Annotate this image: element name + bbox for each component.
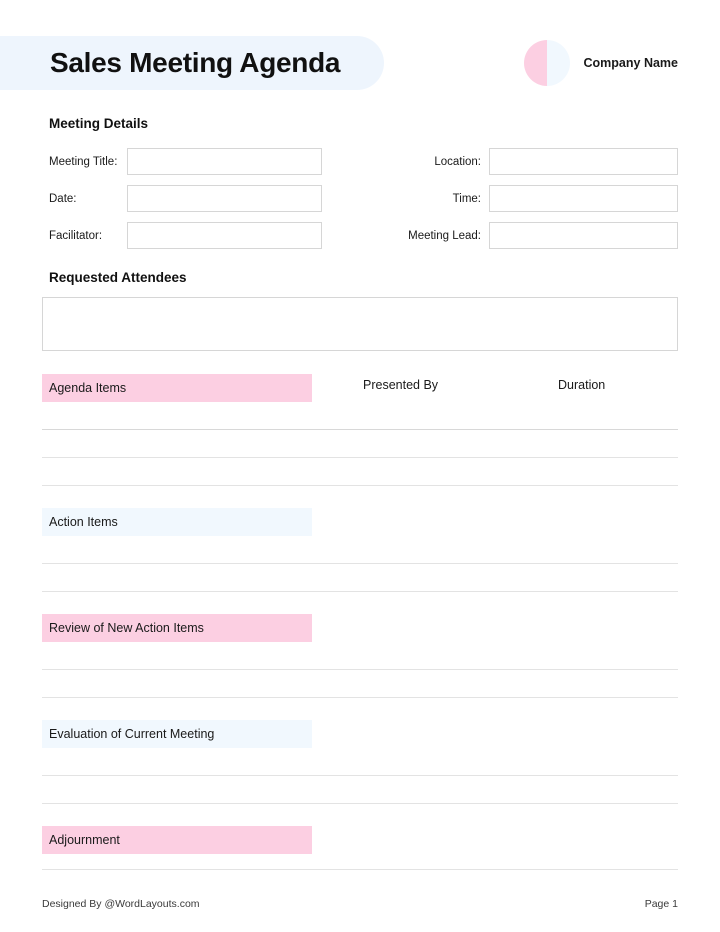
agenda-header-row: [42, 374, 678, 402]
agenda-section-gap: [42, 698, 678, 720]
meeting-title-label: Meeting Title:: [49, 155, 118, 168]
meeting-details-right-column: [388, 143, 678, 254]
date-input[interactable]: [127, 185, 322, 212]
facilitator-label: Facilitator:: [49, 229, 103, 242]
adjournment-row: [42, 826, 678, 854]
agenda-row-spacer: [42, 564, 678, 591]
agenda-row-spacer: [42, 670, 678, 697]
meeting-details-left-column: [42, 143, 322, 254]
agenda-table: [42, 374, 678, 881]
footer-row: [42, 898, 678, 910]
meeting-lead-input[interactable]: [489, 222, 678, 249]
requested-attendees-section: [42, 270, 678, 356]
requested-attendees-input[interactable]: [42, 297, 678, 351]
adjournment-band: [42, 826, 312, 854]
location-label: Location:: [434, 155, 481, 168]
field-row-meeting-lead: [388, 217, 678, 254]
evaluation-current-meeting-row: [42, 720, 678, 748]
agenda-section-gap: [42, 486, 678, 508]
evaluation-current-meeting-label: Evaluation of Current Meeting: [49, 727, 215, 741]
title-banner: [0, 36, 384, 90]
field-row-date: [42, 180, 322, 217]
facilitator-input[interactable]: [127, 222, 322, 249]
agenda-items-header-band: [42, 374, 312, 402]
meeting-title-input[interactable]: [127, 148, 322, 175]
review-new-action-items-label: Review of New Action Items: [49, 621, 204, 635]
company-brand: [524, 40, 678, 86]
field-row-facilitator: [42, 217, 322, 254]
review-new-action-items-band: [42, 614, 312, 642]
date-label: Date:: [49, 192, 77, 205]
agenda-row-spacer: [42, 776, 678, 803]
page-number-label: Page 1: [644, 898, 678, 910]
page-header: [0, 0, 720, 110]
meeting-details-heading: Meeting Details: [49, 116, 149, 131]
time-input[interactable]: [489, 185, 678, 212]
half-circle-logo-icon: [524, 40, 570, 86]
agenda-section-gap: [42, 804, 678, 826]
evaluation-current-meeting-band: [42, 720, 312, 748]
action-items-row: [42, 508, 678, 536]
company-name-label: Company Name: [583, 56, 678, 70]
page-footer: [42, 869, 678, 910]
location-input[interactable]: [489, 148, 678, 175]
field-row-meeting-title: [42, 143, 322, 180]
presented-by-header-label: Presented By: [363, 378, 439, 392]
footer-divider: [42, 869, 678, 870]
field-row-time: [388, 180, 678, 217]
action-items-band: [42, 508, 312, 536]
meeting-lead-label: Meeting Lead:: [408, 229, 481, 242]
review-new-action-items-row: [42, 614, 678, 642]
duration-header-label: Duration: [558, 378, 606, 392]
designed-by-label: Designed By @WordLayouts.com: [42, 898, 200, 910]
action-items-label: Action Items: [49, 515, 118, 529]
page-title: Sales Meeting Agenda: [50, 47, 341, 78]
agenda-row-spacer: [42, 430, 678, 457]
time-label: Time:: [452, 192, 481, 205]
agenda-row-spacer: [42, 642, 678, 669]
requested-attendees-heading: Requested Attendees: [49, 270, 187, 285]
agenda-row-spacer: [42, 458, 678, 485]
agenda-items-header-label: Agenda Items: [49, 381, 127, 395]
meeting-details-grid: [42, 143, 678, 254]
agenda-row-spacer: [42, 536, 678, 563]
page-body: [42, 110, 678, 881]
field-row-location: [388, 143, 678, 180]
agenda-row-spacer: [42, 748, 678, 775]
agenda-section-gap: [42, 592, 678, 614]
agenda-row-spacer: [42, 402, 678, 429]
adjournment-label: Adjournment: [49, 833, 120, 847]
